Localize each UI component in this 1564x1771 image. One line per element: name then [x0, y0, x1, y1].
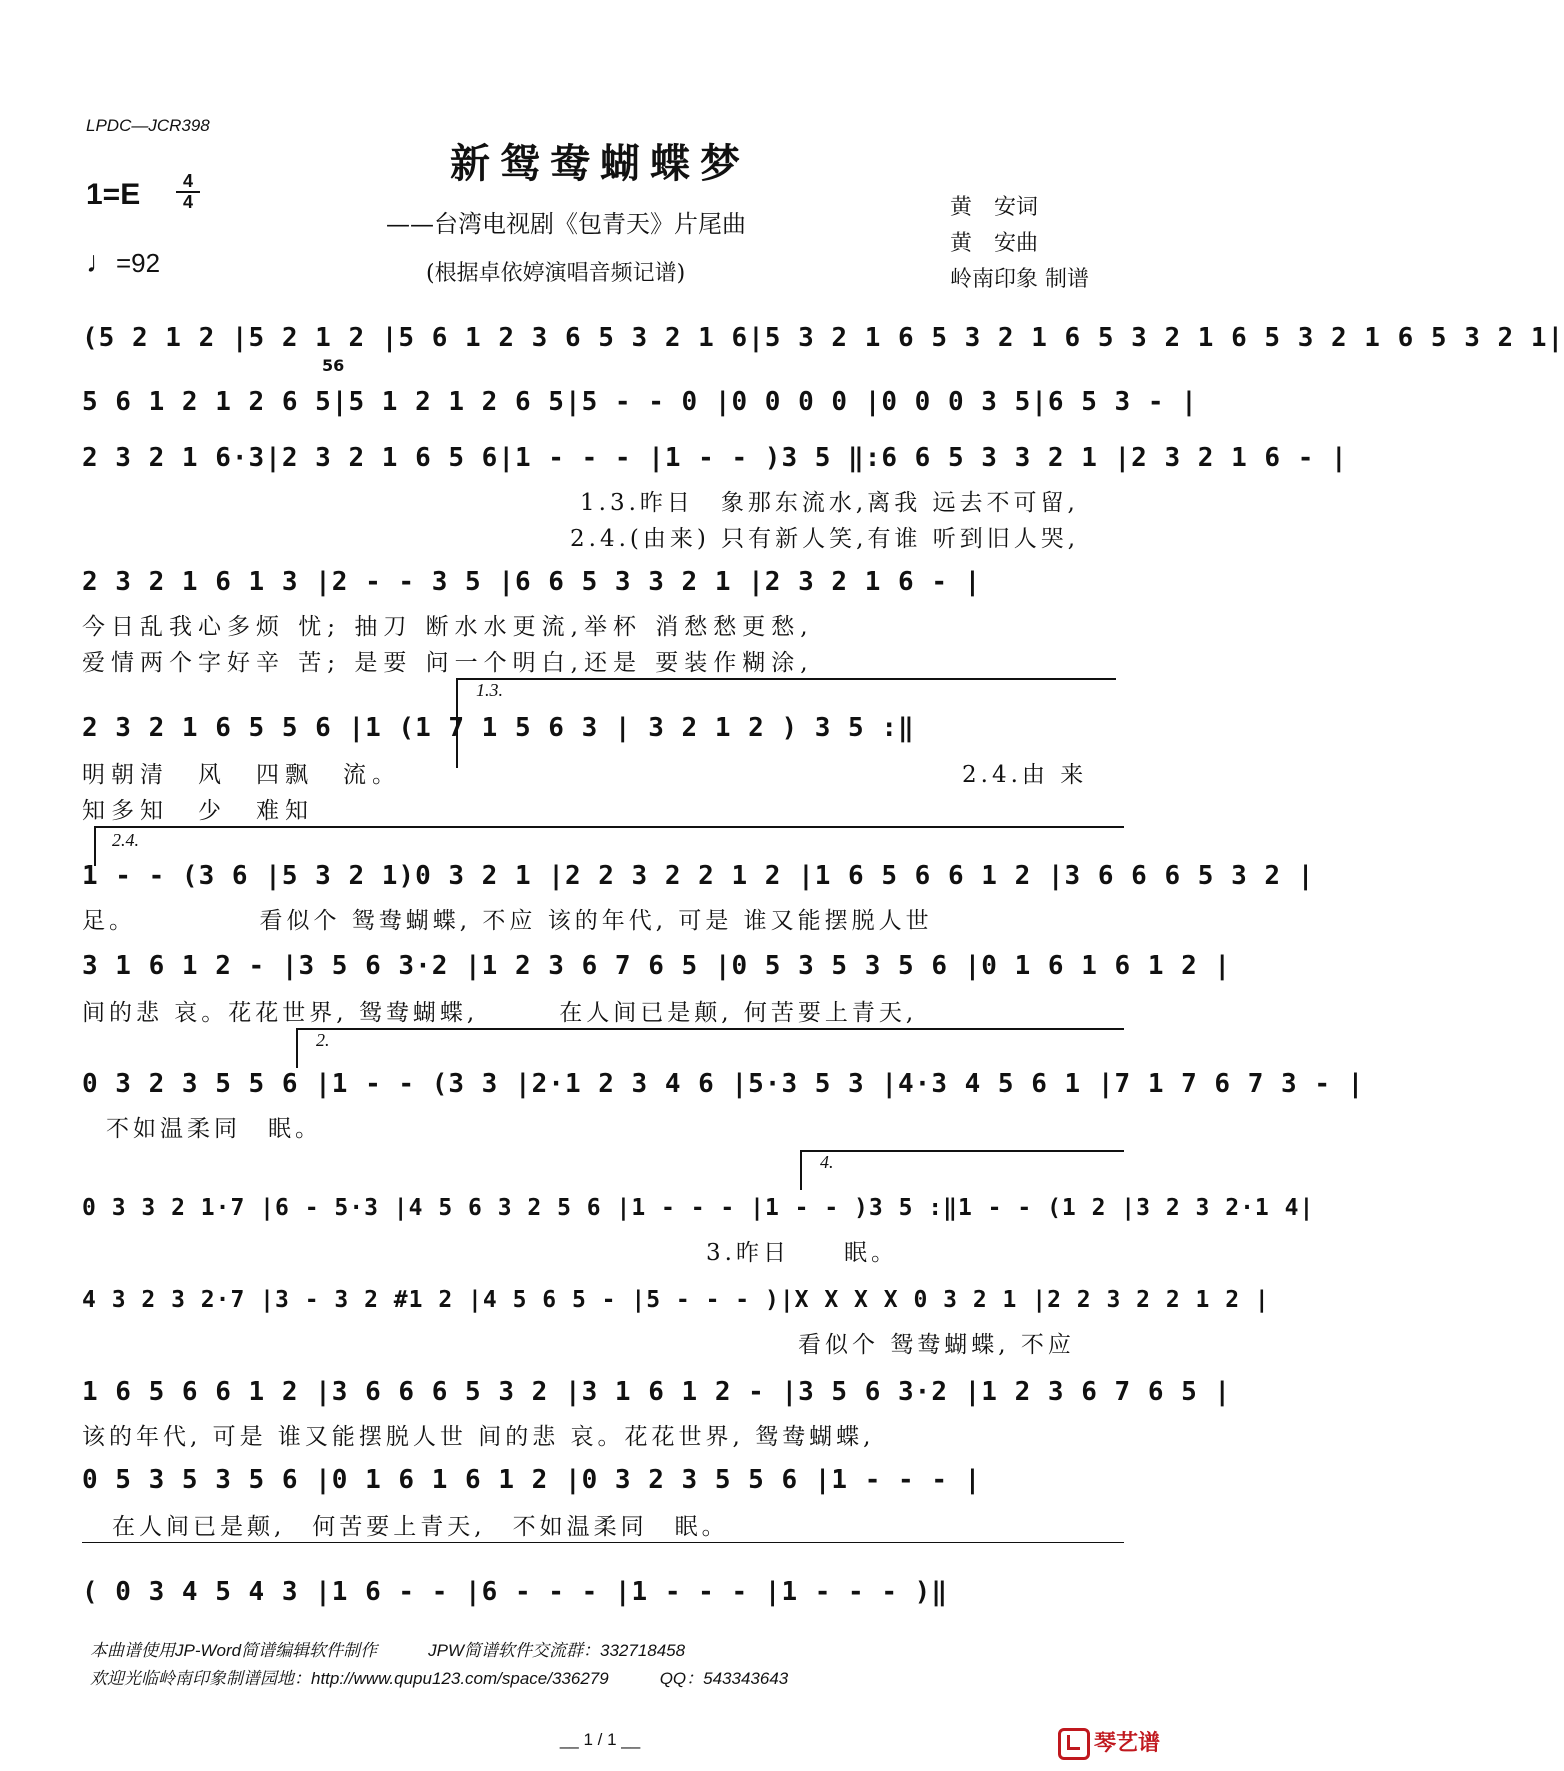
- lyricist-credit: 黄 安词: [950, 195, 1039, 220]
- notes-line-12: 0 5 3 5 3 5 6 |0 1 6 1 6 1 2 |0 3 2 3 5 5 6 |1 - - - |: [82, 1465, 982, 1495]
- song-subtitle: ——台湾电视剧《包青天》片尾曲: [386, 210, 746, 238]
- transcription-note: (根据卓依婷演唱音频记谱): [426, 261, 686, 286]
- volta-bracket-3: [296, 1028, 1124, 1030]
- tempo-value: =92: [116, 248, 161, 278]
- lyric-line-8: 不如温柔同 眠。: [106, 1116, 322, 1142]
- volta-bracket-1: [456, 678, 1116, 680]
- page-number: __ 1 / 1 __: [559, 1730, 641, 1749]
- notes-line-5: 2 3 2 1 6 5 5 6 |1 (1 7 1 5 6 3 | 3 2 1 2 ) 3 5 :‖: [82, 713, 915, 743]
- logo-icon: [1058, 1728, 1090, 1760]
- volta-bracket-3-left: [296, 1028, 298, 1068]
- quarter-note-icon: ♩: [86, 246, 116, 279]
- notes-line-11: 1 6 5 6 6 1 2 |3 6 6 6 5 3 2 |3 1 6 1 2 - |3 5 6 3·2 |1 2 3 6 7 6 5 |: [82, 1377, 1232, 1407]
- notes-line-10: 4 3 2 3 2·7 |3 - 3 2 #1 2 |4 5 6 5 - |5 - - - )|X X X X 0 3 2 1 |2 2 3 2 2 1 2 |: [82, 1287, 1270, 1313]
- volta-label-4: 4.: [820, 1152, 834, 1172]
- time-signature-bottom: 4: [176, 191, 200, 212]
- time-signature-top: 4: [182, 171, 193, 191]
- volta-bracket-2: [94, 826, 1124, 828]
- lyric-line-7: 间的悲 哀。花花世界, 鸳鸯蝴蝶, 在人间已是颠, 何苦要上青天,: [82, 1000, 918, 1026]
- staff-line-2: [82, 382, 1198, 438]
- grace-notes: 56: [322, 356, 345, 375]
- lyric-line-5-verse-1: 明朝清 风 四飘 流。: [82, 762, 401, 788]
- notes-line-13: ( 0 3 4 5 4 3 |1 6 - - |6 - - - |1 - - - |1 - - - )‖: [82, 1577, 948, 1607]
- key-signature: 1=E: [86, 178, 141, 211]
- volta-label-2: 2.: [316, 1030, 330, 1050]
- song-title: 新鸳鸯蝴蝶梦: [450, 140, 750, 187]
- lyric-line-3-verse-1: 1.3.昨日 象那东流水,离我 远去不可留,: [580, 490, 1079, 516]
- logo-text: 琴艺谱: [1093, 1731, 1160, 1756]
- tempo-marking: [86, 246, 160, 280]
- lyric-line-10: 看似个 鸳鸯蝴蝶, 不应: [798, 1332, 1075, 1358]
- notes-line-1: (5 2 1 2 |5 2 1 2 |5 6 1 2 3 6 5 3 2 1 6|5 3 2 1 6 5 3 2 1 6 5 3 2 1 6 5 3 2 1 6 5 3 2 1|: [82, 323, 1564, 353]
- notes-line-4: 2 3 2 1 6 1 3 |2 - - 3 5 |6 6 5 3 3 2 1 |2 3 2 1 6 - |: [82, 567, 982, 597]
- lyric-line-5-verse-2: 知多知 少 难知: [82, 798, 314, 824]
- staff-line-1: [82, 318, 1564, 374]
- staff-line-13: [82, 1572, 1124, 1628]
- volta-bracket-4-left: [800, 1150, 802, 1190]
- outro-separator: [82, 1542, 1124, 1543]
- notes-line-7: 3 1 6 1 2 - |3 5 6 3·2 |1 2 3 6 7 6 5 |0 5 3 5 3 5 6 |0 1 6 1 6 1 2 |: [82, 951, 1232, 981]
- volta-label-1-3: 1.3.: [476, 680, 503, 700]
- composer-credit: 黄 安曲: [950, 231, 1039, 256]
- volta-label-2-4: 2.4.: [112, 830, 139, 850]
- lyric-line-6: 足。 看似个 鸳鸯蝴蝶, 不应 该的年代, 可是 谁又能摆脱人世: [82, 908, 933, 934]
- lyric-line-9: 3.昨日 眠。: [706, 1240, 898, 1266]
- notes-line-2: 5 6 1 2 1 2 6 5|5 1 2 1 2 6 5|5 - - 0 |0 0 0 0 |0 0 0 3 5|6 5 3 - |: [82, 387, 1198, 417]
- lyric-line-4-verse-2: 爱情两个字好辛 苦; 是要 问一个明白,还是 要装作糊涂,: [82, 650, 814, 676]
- notes-line-6: 1 - - (3 6 |5 3 2 1)0 3 2 1 |2 2 3 2 2 1 2 |1 6 5 6 6 1 2 |3 6 6 6 5 3 2 |: [82, 861, 1315, 891]
- notes-line-3: 2 3 2 1 6·3|2 3 2 1 6 5 6|1 - - - |1 - - )3 5 ‖:6 6 5 3 3 2 1 |2 3 2 1 6 - |: [82, 443, 1348, 473]
- staff-line-9: [82, 1188, 1315, 1244]
- score-code: LPDC—JCR398: [86, 116, 210, 135]
- lyric-line-4-verse-1: 今日乱我心多烦 忧; 抽刀 断水水更流,举杯 消愁愁更愁,: [82, 614, 814, 640]
- lyric-line-5-tail: 2.4.由 来: [962, 762, 1088, 788]
- brand-logo: [1058, 1726, 1160, 1760]
- footer-website-line: 欢迎光临岭南印象制谱园地：http://www.qupu123.com/space/336279 QQ：543343643: [90, 1669, 789, 1688]
- lyric-line-3-verse-2: 2.4.(由来) 只有新人笑,有谁 听到旧人哭,: [570, 526, 1080, 552]
- footer-software-line: 本曲谱使用JP-Word简谱编辑软件制作 JPW简谱软件交流群：332718458: [90, 1641, 686, 1660]
- time-signature: [176, 172, 200, 212]
- lyric-line-12: 在人间已是颠, 何苦要上青天, 不如温柔同 眠。: [112, 1514, 729, 1540]
- volta-bracket-4: [800, 1150, 1124, 1152]
- notes-line-8: 0 3 2 3 5 5 6 |1 - - (3 3 |2·1 2 3 4 6 |5·3 5 3 |4·3 4 5 6 1 |7 1 7 6 7 3 - |: [82, 1069, 1365, 1099]
- lyric-line-11: 该的年代, 可是 谁又能摆脱人世 间的悲 哀。花花世界, 鸳鸯蝴蝶,: [82, 1424, 875, 1450]
- notes-line-9: 0 3 3 2 1·7 |6 - 5·3 |4 5 6 3 2 5 6 |1 - - - |1 - - )3 5 :‖1 - - (1 2 |3 2 3 2·1 4|: [82, 1195, 1315, 1221]
- arranger-credit: 岭南印象 制谱: [950, 267, 1089, 292]
